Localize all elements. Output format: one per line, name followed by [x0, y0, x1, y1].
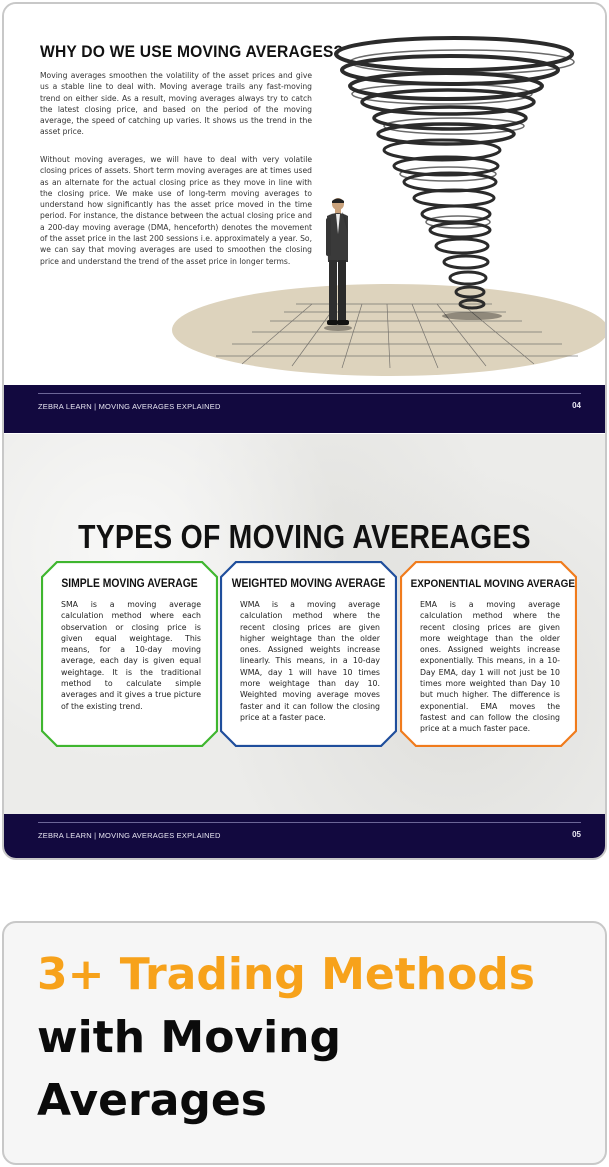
- promo-headline: [37, 943, 535, 1132]
- page-footer-04: [4, 385, 605, 433]
- businessman-illustration: [318, 194, 354, 334]
- footer-text: ZEBRA LEARN | MOVING AVERAGES EXPLAINED: [38, 402, 221, 411]
- page-footer-05: [4, 814, 605, 860]
- card-body: EMA is a moving average calculation method where the recent closing prices are given more weightage than the older ones. Assigned weights increase exponentially. This means, in a 10-Day EMA, day 1 will not just be 10 times more weighted than Day 10 but much higher. The difference is exponential. EMA moves the fastest and can follow the closing price at a much faster pace.: [420, 600, 560, 734]
- card-title: WEIGHTED MOVING AVERAGE: [231, 578, 386, 590]
- paragraph-2: Without moving averages, we will have to deal with very volatile closing prices of assets. Short term moving averages are at times used as an alternate for the actual closing price as they move in line with the closing price. We make use of long-term moving averages to understand how significantly has the asset price moved in the time period. For instance, the distance between the actual closing price and a 200-day moving average (DMA, henceforth) denotes the movement of the asset price in the last 200 sessions i.e. approximately a year. So, we can say that moving averages are used to smoothen the closing price and understand the trend of the asset price in longer terms.: [40, 155, 312, 266]
- card-body: SMA is a moving average calculation method where each observation or closing price is given equal weightage. This means, for a 10-day moving average, each day is given equal weightage. It is the traditional method to calculate simple averages and it gives a true picture of the existing trend.: [61, 600, 201, 711]
- page-number: 05: [572, 830, 581, 839]
- promo-line-1: 3+ Trading Methods: [37, 949, 535, 1000]
- page-04: [4, 4, 605, 434]
- sma-card: [41, 561, 218, 747]
- page-number: 04: [572, 401, 581, 410]
- paragraph-1: Moving averages smoothen the volatility of the asset prices and give us a stable line to deal with. Moving average trails any fast-moving trend on either side. As a result, moving averages always try to catch the latest closing price, and based on the period of the moving average, the speed of catching up varies. It shows us the trend in the asset price.: [40, 71, 312, 137]
- wma-card: [220, 561, 397, 747]
- page-heading: TYPES OF MOVING AVEREAGES: [78, 518, 531, 555]
- footer-text: ZEBRA LEARN | MOVING AVERAGES EXPLAINED: [38, 831, 221, 840]
- card-title: EXPONENTIAL MOVING AVERAGE: [410, 578, 576, 590]
- ema-card: [400, 561, 577, 747]
- tornado-illustration: [322, 26, 582, 326]
- promo-card: [2, 921, 607, 1165]
- page-heading: WHY DO WE USE MOVING AVERAGES?: [40, 42, 344, 61]
- card-title: SIMPLE MOVING AVERAGE: [61, 578, 198, 590]
- book-preview-card: [2, 2, 607, 860]
- promo-line-3: Averages: [37, 1075, 267, 1126]
- card-body: WMA is a moving average calculation method where the recent closing prices are given higher weightage than the older ones. Assigned weights increase linearly. This means, in a 10-day WMA, day 1 will have 10 times more weightage than day 10. Weighted moving average moves faster and it can follow the closing price at a faster pace.: [240, 600, 380, 722]
- promo-line-2: with Moving: [37, 1012, 342, 1063]
- page-05: [4, 434, 605, 814]
